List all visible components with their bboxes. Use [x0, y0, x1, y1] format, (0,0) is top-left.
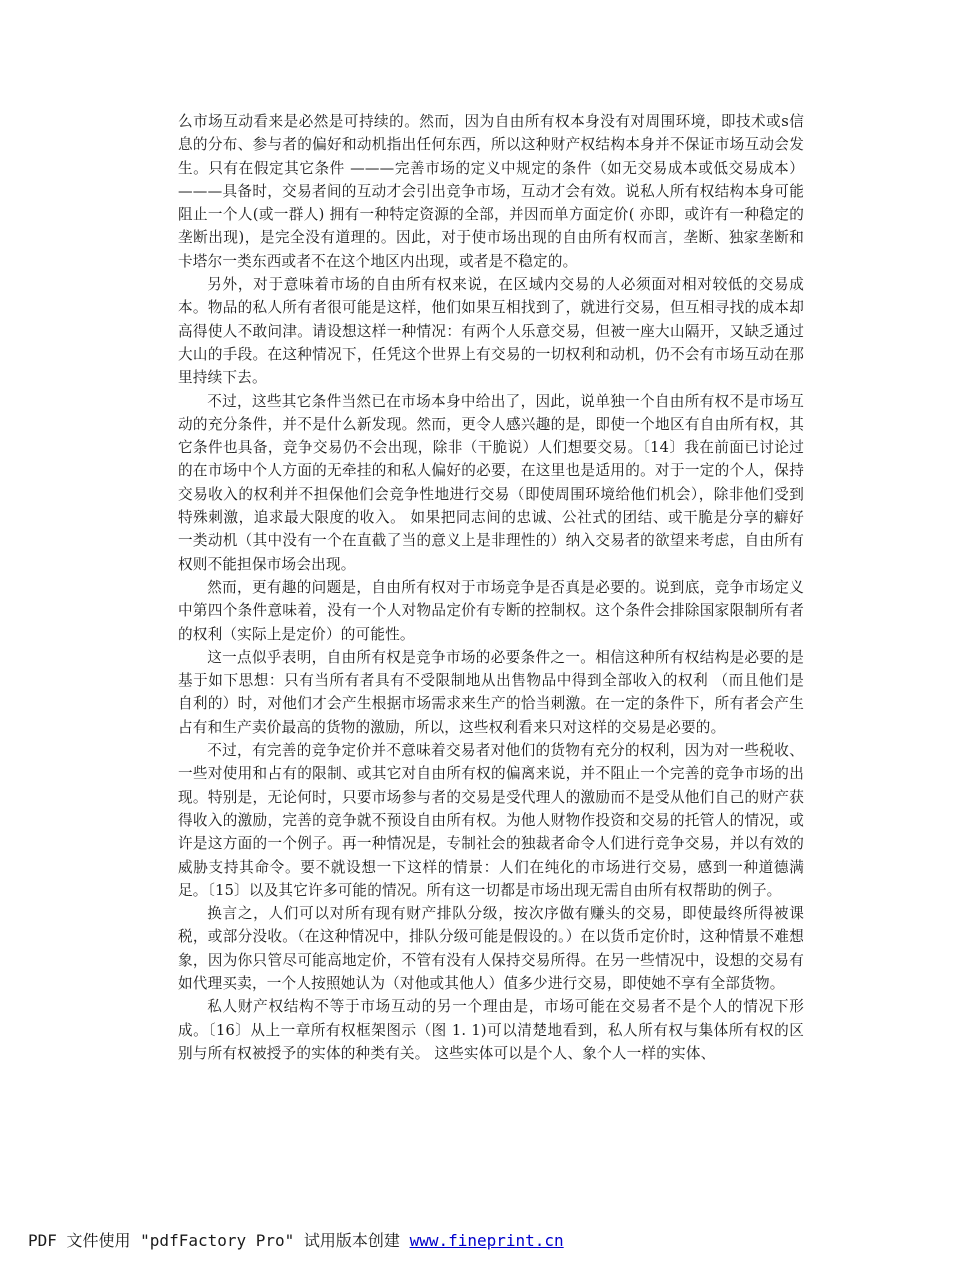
paragraph-5: 这一点似乎表明，自由所有权是竞争市场的必要条件之一。相信这种所有权结构是必要的是基于如下思想：只有当所有者具有不受限制地从出售物品中得到全部收入的权利 （而且他们是自利的）时，对他们才会产生根据市场需求来生产的恰当刺激。在一定的条件下，所有者会产生占有和生产卖价最高的货物的激励，所以，这些权利看来只对这样的交易是必要的。: [178, 648, 804, 736]
paragraph-2: 另外，对于意味着市场的自由所有权来说，在区域内交易的人必须面对相对较低的交易成本。物品的私人所有者很可能是这样，他们如果互相找到了，就进行交易，但互相寻找的成本却高得使人不敢问津。请设想这样一种情况：有两个人乐意交易，但被一座大山隔开，又缺乏通过大山的手段。在这种情况下，任凭这个世界上有交易的一切权利和动机，仍不会有市场互动在那里持续下去。: [178, 276, 804, 387]
paragraph-4: 然而，更有趣的问题是，自由所有权对于市场竞争是否真是必要的。说到底，竞争市场定义中第四个条件意味着，没有一个人对物品定价有专断的控制权。这个条件会排除国家限制所有者的权利（实际上是定价）的可能性。: [178, 578, 804, 643]
paragraph-7: 换言之，人们可以对所有现有财产排队分级，按次序做有赚头的交易，即使最终所得被课税，或部分没收。（在这种情况中，排队分级可能是假设的。）在以货币定价时，这种情景不难想象，因为你只管尽可能高地定价，不管有没有人保持交易所得。在另一些情况中，设想的交易有如代理买卖，一个人按照她认为（对他或其他人）值多少进行交易，即使她不享有全部货物。: [178, 905, 804, 992]
paragraph-8: 私人财产权结构不等于市场互动的另一个理由是，市场可能在交易者不是个人的情况下形成。〔16〕从上一章所有权框架图示（图 1. 1)可以清楚地看到，私人所有权与集体所有权的区别与所有权被授予的实体的种类有关。 这些实体可以是个人、象个人一样的实体、: [178, 998, 804, 1062]
footer-link[interactable]: www.fineprint.cn: [409, 1231, 564, 1250]
pdf-footer: [28, 1230, 564, 1252]
footer-text: PDF 文件使用 "pdfFactory Pro" 试用版本创建: [28, 1231, 410, 1250]
paragraph-6: 不过，有完善的竞争定价并不意味着交易者对他们的货物有充分的权利，因为对一些税收、一些对使用和占有的限制、或其它对自由所有权的偏离来说，并不阻止一个完善的竞争市场的出现。特别是，无论何时，只要市场参与者的交易是受代理人的激励而不是受从他们自己的财产获得收入的激励，完善的竞争就不预设自由所有权。为他人财物作投资和交易的托管人的情况，或许是这方面的一个例子。再一种情况是，专制社会的独裁者命令人们进行竞争交易，并以有效的威胁支持其命令。要不就设想一下这样的情景：人们在纯化的市场进行交易，感到一种道德满足。〔15〕以及其它许多可能的情况。所有这一切都是市场出现无需自由所有权帮助的例子。: [178, 742, 804, 899]
paragraph-1: 么市场互动看来是必然是可持续的。然而，因为自由所有权本身没有对周围环境，即技术或s信息的分布、参与者的偏好和动机指出任何东西，所以这种财产权结构本身并不保证市场互动会发生。只有在假定其它条件 ———完善市场的定义中规定的条件（如无交易成本或低交易成本） ———具备时，交易者间的互动才会引出竞争市场，互动才会有效。说私人所有权结构本身可能阻止一个人(或一群人) 拥有一种特定资源的全部，并因而单方面定价( 亦即，或许有一种稳定的垄断出现)，是完全没有道理的。因此，对于使市场出现的自由所有权而言，垄断、独家垄断和卡塔尔一类东西或者不在这个地区内出现，或者是不稳定的。: [178, 113, 804, 270]
paragraph-3: 不过，这些其它条件当然已在市场本身中给出了，因此，说单独一个自由所有权不是市场互动的充分条件，并不是什么新发现。然而，更令人感兴趣的是，即使一个地区有自由所有权，其它条件也具备，竞争交易仍不会出现，除非（干脆说）人们想要交易。〔14〕我在前面已讨论过的在市场中个人方面的无牵挂的和私人偏好的必要，在这里也是适用的。对于一定的个人，保持交易收入的权利并不担保他们会竞争性地进行交易（即使周围环境给他们机会），除非他们受到特殊刺激，追求最大限度的收入。 如果把同志间的忠诚、公社式的团结、或干脆是分享的癖好一类动机（其中没有一个在直截了当的意义上是非理性的）纳入交易者的欲望来考虑，自由所有权则不能担保市场会出现。: [178, 392, 804, 573]
body-text: [178, 110, 804, 1065]
